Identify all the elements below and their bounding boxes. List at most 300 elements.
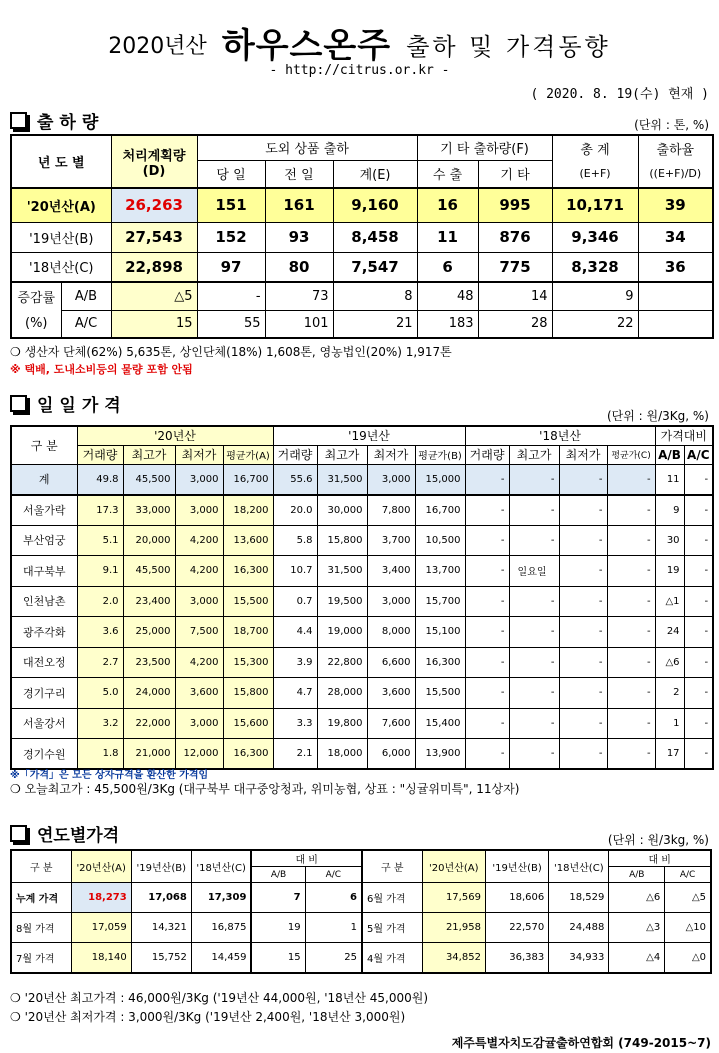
row-today: 97 — [197, 252, 265, 282]
diff-prev: 101 — [265, 310, 333, 338]
annual-note-lowest: ❍ '20년산 최저가격 : 3,000원/3Kg ('19년산 2,400원, '18년산 3,000원) — [10, 1010, 406, 1024]
market-name: 부산엄궁 — [11, 525, 77, 556]
header-plan — [111, 135, 197, 188]
annual-left-b: 17,068 — [131, 883, 191, 913]
cell-mx20: 23,500 — [123, 647, 175, 678]
cell-mn19: 7,600 — [367, 708, 415, 739]
daily-note-conversion: ※「가격」은 모든 상자규격을 환산한 가격임 — [10, 770, 209, 781]
annual-right-a: 21,958 — [422, 913, 485, 943]
cell-mn19: 3,700 — [367, 525, 415, 556]
annual-left-ac: 1 — [305, 913, 362, 943]
header-gubun: 구 분 — [362, 850, 422, 883]
cell-v19: 5.8 — [273, 525, 317, 556]
annual-right-name: 4월 가격 — [362, 943, 422, 973]
shipment-row-2020 — [11, 188, 713, 222]
cell-ab: 30 — [655, 525, 684, 556]
diff-label-pct: (%) — [11, 310, 61, 338]
annual-right-ac: △10 — [665, 913, 711, 943]
annual-left-ac: 6 — [305, 883, 362, 913]
cell-mn19: 6,000 — [367, 739, 415, 770]
cell-mn20: 7,500 — [175, 617, 223, 648]
diff-etc: 14 — [478, 282, 552, 310]
cell-av19: 13,900 — [415, 739, 465, 770]
cell-av20: 16,700 — [223, 464, 273, 495]
cell-av20: 18,700 — [223, 617, 273, 648]
diff-today: 55 — [197, 310, 265, 338]
shipment-table — [10, 134, 714, 339]
cell-v18: - — [465, 495, 509, 526]
cell-ac: - — [684, 678, 713, 709]
annual-right-c: 18,529 — [549, 883, 609, 913]
row-plan: 22,898 — [111, 252, 197, 282]
diff-plan: 15 — [111, 310, 197, 338]
header-avg-c: 평균가(C) — [607, 445, 655, 464]
annual-left-ab: 15 — [251, 943, 305, 973]
row-export: 6 — [417, 252, 478, 282]
cell-ac: - — [684, 556, 713, 587]
cell-av18: - — [607, 708, 655, 739]
cell-ab: 2 — [655, 678, 684, 709]
header-volume: 거래량 — [273, 445, 317, 464]
cell-ac: - — [684, 617, 713, 648]
header-2018: '18년산(C) — [549, 850, 609, 883]
cell-av19: 10,500 — [415, 525, 465, 556]
cell-v18: - — [465, 739, 509, 770]
row-etc: 995 — [478, 188, 552, 222]
shipment-row-2019 — [11, 222, 713, 252]
annual-right-name: 6월 가격 — [362, 883, 422, 913]
cell-av20: 16,300 — [223, 739, 273, 770]
cell-v19: 20.0 — [273, 495, 317, 526]
cell-mx19: 28,000 — [317, 678, 367, 709]
cell-ab: △1 — [655, 586, 684, 617]
cell-v20: 5.1 — [77, 525, 123, 556]
header-ac: A/C — [305, 867, 362, 883]
cell-mx18: - — [509, 464, 559, 495]
cell-ab: 24 — [655, 617, 684, 648]
header-ac: A/C — [665, 867, 711, 883]
cell-mn18: - — [559, 678, 607, 709]
cell-av19: 16,700 — [415, 495, 465, 526]
diff-total: 9 — [552, 282, 638, 310]
cell-av18: - — [607, 464, 655, 495]
cell-mn20: 3,600 — [175, 678, 223, 709]
cell-mn20: 3,000 — [175, 708, 223, 739]
diff-ab-label: A/B — [61, 282, 111, 310]
cell-av20: 15,500 — [223, 586, 273, 617]
annual-left-name: 누계 가격 — [11, 883, 71, 913]
cell-v19: 4.4 — [273, 617, 317, 648]
row-prev: 80 — [265, 252, 333, 282]
annual-right-b: 18,606 — [485, 883, 548, 913]
annual-right-a: 17,569 — [422, 883, 485, 913]
cell-av18: - — [607, 495, 655, 526]
row-rate: 36 — [638, 252, 713, 282]
annual-right-a: 34,852 — [422, 943, 485, 973]
market-name: 광주각화 — [11, 617, 77, 648]
cell-av19: 15,100 — [415, 617, 465, 648]
checkbox-square-icon — [10, 825, 27, 842]
header-2019: '19년산 — [273, 426, 465, 445]
shipment-diff-ab — [11, 282, 713, 310]
cell-mx20: 45,500 — [123, 556, 175, 587]
document-title — [0, 18, 719, 67]
row-rate: 39 — [638, 188, 713, 222]
header-max: 최고가 — [317, 445, 367, 464]
cell-mx20: 22,000 — [123, 708, 175, 739]
cell-av18: - — [607, 678, 655, 709]
row-year: '19년산(B) — [11, 222, 111, 252]
annual-left-name: 8월 가격 — [11, 913, 71, 943]
annual-left-ab: 19 — [251, 913, 305, 943]
cell-mx19: 15,800 — [317, 525, 367, 556]
cell-v20: 5.0 — [77, 678, 123, 709]
cell-mn20: 4,200 — [175, 647, 223, 678]
daily-row — [11, 647, 713, 678]
header-2020: '20년산(A) — [71, 850, 131, 883]
header-min: 최저가 — [367, 445, 415, 464]
daily-row — [11, 617, 713, 648]
header-ac: A/C — [684, 445, 713, 464]
market-name: 서울가락 — [11, 495, 77, 526]
diff-plan: △5 — [111, 282, 197, 310]
daily-row — [11, 525, 713, 556]
cell-mn18: - — [559, 617, 607, 648]
cell-mx18: - — [509, 708, 559, 739]
cell-mx18: - — [509, 525, 559, 556]
daily-row — [11, 586, 713, 617]
section-annual-heading — [10, 821, 119, 846]
daily-unit: (단위 : 원/3Kg, %) — [606, 409, 709, 423]
title-year: 2020년산 — [108, 34, 207, 59]
cell-av19: 15,700 — [415, 586, 465, 617]
cell-ab: 19 — [655, 556, 684, 587]
annual-right-b: 36,383 — [485, 943, 548, 973]
header-etc: 기 타 — [478, 160, 552, 188]
cell-v19: 55.6 — [273, 464, 317, 495]
row-export: 16 — [417, 188, 478, 222]
cell-av20: 13,600 — [223, 525, 273, 556]
cell-mn18: - — [559, 525, 607, 556]
daily-row — [11, 678, 713, 709]
annual-left-a: 18,273 — [71, 883, 131, 913]
header-max: 최고가 — [509, 445, 559, 464]
cell-mn19: 3,600 — [367, 678, 415, 709]
header-gubun: 구 분 — [11, 850, 71, 883]
row-plan: 27,543 — [111, 222, 197, 252]
header-2020: '20년산(A) — [422, 850, 485, 883]
row-sum: 8,458 — [333, 222, 417, 252]
row-sum: 7,547 — [333, 252, 417, 282]
annual-unit: (단위 : 원/3kg, %) — [607, 833, 709, 847]
market-name: 경기구리 — [11, 678, 77, 709]
daily-row — [11, 495, 713, 526]
cell-mx19: 19,000 — [317, 617, 367, 648]
header-today: 당 일 — [197, 160, 265, 188]
cell-ac: - — [684, 586, 713, 617]
cell-mn18: - — [559, 647, 607, 678]
header-export: 수 출 — [417, 160, 478, 188]
row-total: 9,346 — [552, 222, 638, 252]
row-prev: 93 — [265, 222, 333, 252]
cell-mn20: 4,200 — [175, 525, 223, 556]
cell-v18: - — [465, 556, 509, 587]
header-compare: 가격대비 — [655, 426, 713, 445]
row-sum: 9,160 — [333, 188, 417, 222]
cell-mx18: - — [509, 586, 559, 617]
annual-right-c: 24,488 — [549, 913, 609, 943]
cell-mx18: - — [509, 647, 559, 678]
annual-left-ab: 7 — [251, 883, 305, 913]
cell-mx19: 31,500 — [317, 556, 367, 587]
footer-organization: 제주특별자치도감귤출하연합회 (749-2015~7) — [451, 1036, 711, 1050]
cell-mn18: - — [559, 464, 607, 495]
title-subtitle: 출하 및 가격동향 — [406, 33, 611, 61]
cell-av18: - — [607, 556, 655, 587]
shipment-unit: (단위 : 톤, %) — [634, 118, 709, 132]
cell-ab: 1 — [655, 708, 684, 739]
cell-mn19: 3,400 — [367, 556, 415, 587]
cell-mx18: - — [509, 617, 559, 648]
cell-v18: - — [465, 464, 509, 495]
cell-v20: 9.1 — [77, 556, 123, 587]
header-other: 기 타 출하량(F) — [417, 135, 552, 160]
cell-v18: - — [465, 708, 509, 739]
cell-v20: 1.8 — [77, 739, 123, 770]
header-total: 총 계 — [552, 135, 638, 160]
market-name: 대전오정 — [11, 647, 77, 678]
annual-left-a: 18,140 — [71, 943, 131, 973]
diff-total: 22 — [552, 310, 638, 338]
cell-mx19: 31,500 — [317, 464, 367, 495]
annual-right-name: 5월 가격 — [362, 913, 422, 943]
title-main: 하우스온주 — [221, 26, 392, 66]
header-volume: 거래량 — [465, 445, 509, 464]
annual-right-ac: △0 — [665, 943, 711, 973]
cell-mn19: 8,000 — [367, 617, 415, 648]
header-min: 최저가 — [559, 445, 607, 464]
row-today: 151 — [197, 188, 265, 222]
cell-mx18: - — [509, 495, 559, 526]
diff-rate — [638, 310, 713, 338]
row-etc: 876 — [478, 222, 552, 252]
row-plan: 26,263 — [111, 188, 197, 222]
cell-mn20: 12,000 — [175, 739, 223, 770]
cell-ac: - — [684, 495, 713, 526]
header-ab: A/B — [251, 867, 305, 883]
cell-mn19: 3,000 — [367, 586, 415, 617]
cell-mn20: 4,200 — [175, 556, 223, 587]
header-rate: 출하율 — [638, 135, 713, 160]
section-daily-title: 일일가격 — [37, 396, 127, 416]
annual-right-ab: △3 — [609, 913, 665, 943]
row-year: '20년산(A) — [11, 188, 111, 222]
cell-ac: - — [684, 525, 713, 556]
cell-ab: 11 — [655, 464, 684, 495]
row-year: '18년산(C) — [11, 252, 111, 282]
cell-av18: - — [607, 586, 655, 617]
diff-export: 48 — [417, 282, 478, 310]
cell-mn20: 3,000 — [175, 495, 223, 526]
cell-v20: 3.6 — [77, 617, 123, 648]
cell-v19: 2.1 — [273, 739, 317, 770]
diff-prev: 73 — [265, 282, 333, 310]
cell-mx19: 30,000 — [317, 495, 367, 526]
cell-av19: 13,700 — [415, 556, 465, 587]
cell-mn19: 7,800 — [367, 495, 415, 526]
header-avg-b: 평균가(B) — [415, 445, 465, 464]
cell-av20: 18,200 — [223, 495, 273, 526]
annual-row — [11, 943, 711, 973]
annual-note-highest: ❍ '20년산 최고가격 : 46,000원/3Kg ('19년산 44,000원, '18년산 45,000원) — [10, 991, 429, 1005]
shipment-note-producers: ❍ 생산자 단체(62%) 5,635톤, 상인단체(18%) 1,608톤, 영농법인(20%) 1,917톤 — [10, 345, 452, 359]
annual-left-c: 14,459 — [191, 943, 251, 973]
cell-mx18: 일요일 — [509, 556, 559, 587]
checkbox-square-icon — [10, 112, 27, 129]
diff-sum: 21 — [333, 310, 417, 338]
annual-left-c: 17,309 — [191, 883, 251, 913]
cell-mx20: 25,000 — [123, 617, 175, 648]
daily-row — [11, 708, 713, 739]
annual-row — [11, 883, 711, 913]
section-annual-title: 연도별가격 — [37, 826, 120, 846]
cell-av20: 16,300 — [223, 556, 273, 587]
annual-right-ab: △4 — [609, 943, 665, 973]
annual-left-a: 17,059 — [71, 913, 131, 943]
row-total: 8,328 — [552, 252, 638, 282]
header-max: 최고가 — [123, 445, 175, 464]
header-2018: '18년산 — [465, 426, 655, 445]
cell-ab: △6 — [655, 647, 684, 678]
row-etc: 775 — [478, 252, 552, 282]
cell-ac: - — [684, 464, 713, 495]
diff-export: 183 — [417, 310, 478, 338]
cell-v20: 2.7 — [77, 647, 123, 678]
cell-mx20: 21,000 — [123, 739, 175, 770]
cell-mx18: - — [509, 678, 559, 709]
header-plan-line1: 처리계획량 — [122, 148, 186, 164]
cell-mx19: 19,500 — [317, 586, 367, 617]
cell-av19: 15,000 — [415, 464, 465, 495]
cell-v19: 10.7 — [273, 556, 317, 587]
cell-mx19: 18,000 — [317, 739, 367, 770]
market-name: 인천남촌 — [11, 586, 77, 617]
cell-v19: 3.3 — [273, 708, 317, 739]
cell-mx20: 33,000 — [123, 495, 175, 526]
report-date: ( 2020. 8. 19(수) 현재 ) — [530, 87, 709, 102]
cell-mn18: - — [559, 586, 607, 617]
cell-av19: 15,400 — [415, 708, 465, 739]
section-shipment-heading — [10, 108, 104, 133]
cell-mx19: 19,800 — [317, 708, 367, 739]
diff-ac-label: A/C — [61, 310, 111, 338]
cell-av20: 15,800 — [223, 678, 273, 709]
cell-mn19: 6,600 — [367, 647, 415, 678]
header-2019: '19년산(B) — [131, 850, 191, 883]
cell-mx18: - — [509, 739, 559, 770]
market-name: 경기수원 — [11, 739, 77, 770]
section-shipment-title: 출하량 — [37, 113, 105, 133]
header-compare: 대 비 — [251, 850, 362, 867]
row-total: 10,171 — [552, 188, 638, 222]
cell-ab: 9 — [655, 495, 684, 526]
header-min: 최저가 — [175, 445, 223, 464]
annual-left-name: 7월 가격 — [11, 943, 71, 973]
header-rate-formula: ((E+F)/D) — [638, 160, 713, 188]
cell-av19: 15,500 — [415, 678, 465, 709]
header-avg-a: 평균가(A) — [223, 445, 273, 464]
header-prev: 전 일 — [265, 160, 333, 188]
cell-mn20: 3,000 — [175, 464, 223, 495]
annual-right-ab: △6 — [609, 883, 665, 913]
cell-mn18: - — [559, 708, 607, 739]
annual-right-ac: △5 — [665, 883, 711, 913]
shipment-note-exclusion: ※ 택배, 도내소비등의 물량 포함 안됨 — [10, 363, 193, 376]
cell-av18: - — [607, 647, 655, 678]
cell-av18: - — [607, 525, 655, 556]
cell-v18: - — [465, 525, 509, 556]
website-url[interactable]: - http://citrus.or.kr - — [269, 63, 450, 78]
header-total-formula: (E+F) — [552, 160, 638, 188]
header-compare: 대 비 — [609, 850, 711, 867]
header-volume: 거래량 — [77, 445, 123, 464]
daily-row — [11, 739, 713, 770]
header-sum: 계(E) — [333, 160, 417, 188]
header-ab: A/B — [655, 445, 684, 464]
cell-ac: - — [684, 708, 713, 739]
market-name: 대구북부 — [11, 556, 77, 587]
cell-v19: 4.7 — [273, 678, 317, 709]
daily-note-highest: ❍ 오늘최고가 : 45,500원/3Kg (대구북부 대구중앙청과, 위미농협, 상표 : "싱귤위미특", 11상자) — [10, 782, 520, 796]
cell-v20: 3.2 — [77, 708, 123, 739]
diff-label: 증감률 — [11, 282, 61, 310]
cell-ac: - — [684, 739, 713, 770]
header-2019: '19년산(B) — [485, 850, 548, 883]
cell-v18: - — [465, 647, 509, 678]
cell-mx20: 23,400 — [123, 586, 175, 617]
shipment-row-2018 — [11, 252, 713, 282]
daily-row — [11, 556, 713, 587]
header-ab: A/B — [609, 867, 665, 883]
cell-mx20: 24,000 — [123, 678, 175, 709]
row-prev: 161 — [265, 188, 333, 222]
diff-sum: 8 — [333, 282, 417, 310]
cell-v18: - — [465, 678, 509, 709]
market-name: 계 — [11, 464, 77, 495]
cell-v20: 49.8 — [77, 464, 123, 495]
cell-v19: 0.7 — [273, 586, 317, 617]
diff-etc: 28 — [478, 310, 552, 338]
header-year: 년 도 별 — [11, 135, 111, 188]
shipment-diff-ac — [11, 310, 713, 338]
annual-left-b: 14,321 — [131, 913, 191, 943]
cell-v18: - — [465, 586, 509, 617]
annual-right-b: 22,570 — [485, 913, 548, 943]
cell-mn18: - — [559, 495, 607, 526]
cell-mn20: 3,000 — [175, 586, 223, 617]
cell-mn18: - — [559, 739, 607, 770]
header-2020: '20년산 — [77, 426, 273, 445]
header-plan-line2: (D) — [142, 163, 166, 179]
cell-ab: 17 — [655, 739, 684, 770]
header-gubun: 구 분 — [11, 426, 77, 464]
cell-mn19: 3,000 — [367, 464, 415, 495]
cell-mx19: 22,800 — [317, 647, 367, 678]
market-name: 서울강서 — [11, 708, 77, 739]
cell-v20: 2.0 — [77, 586, 123, 617]
annual-right-c: 34,933 — [549, 943, 609, 973]
cell-v19: 3.9 — [273, 647, 317, 678]
